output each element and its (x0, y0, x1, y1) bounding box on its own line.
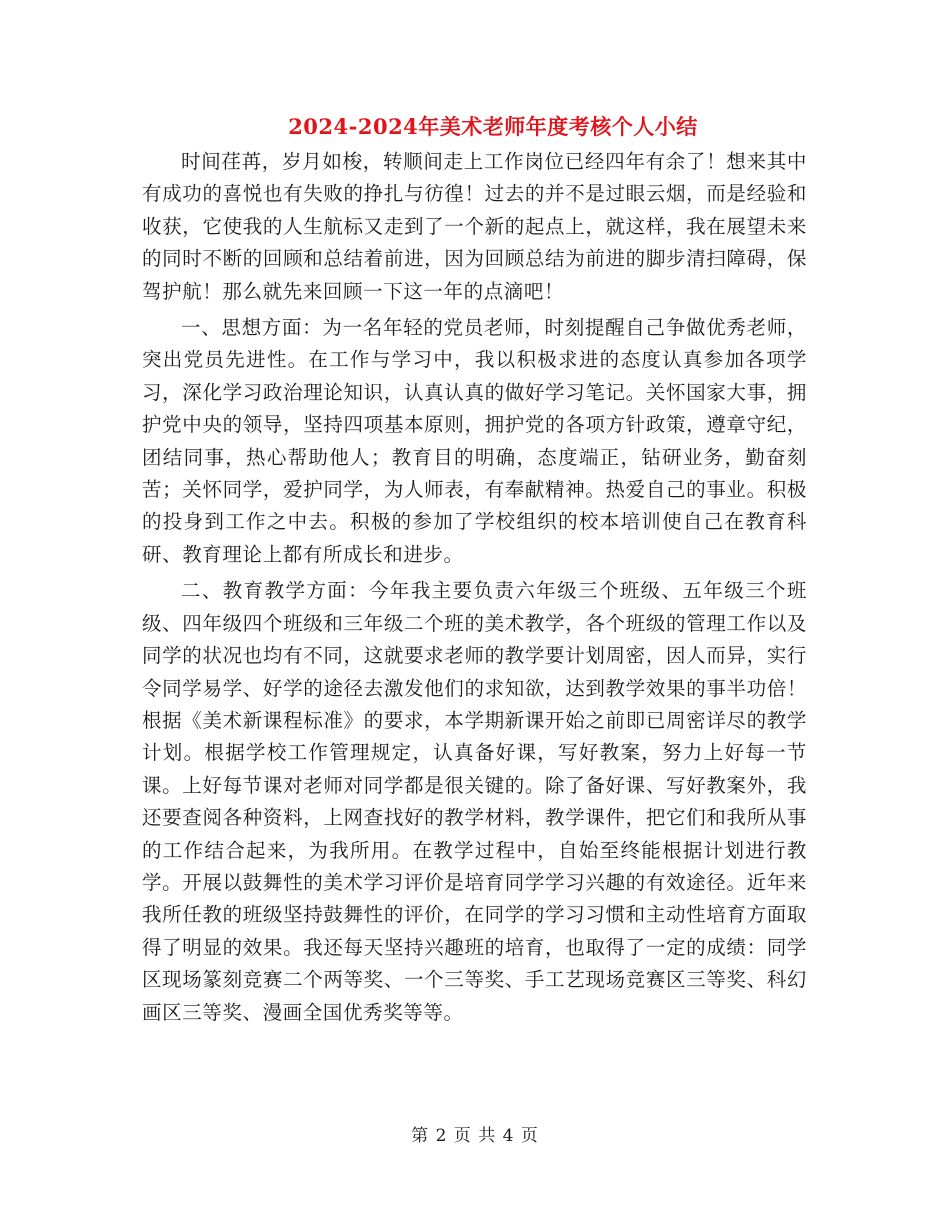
document-body (142, 146, 807, 1033)
paragraph-intro: 时间荏苒，岁月如梭，转顺间走上工作岗位已经四年有余了！想来其中有成功的喜悦也有失败的挣扎与彷徨！过去的并不是过眼云烟，而是经验和收获，它使我的人生航标又走到了一个新的起点上，就这样，我在展望未来的同时不断的回顾和总结着前进，因为回顾总结为前进的脚步清扫障碍，保驾护航！那么就先来回顾一下这一年的点滴吧！ (142, 150, 807, 303)
document-title: 2024-2024年美术老师年度考核个人小结 (288, 114, 698, 139)
paragraph-ideology: 一、思想方面：为一名年轻的党员老师，时刻提醒自己争做优秀老师，突出党员先进性。在工作与学习中，我以积极求进的态度认真参加各项学习，深化学习政治理论知识，认真认真的做好学习笔记。关怀国家大事，拥护党中央的领导，坚持四项基本原则，拥护党的各项方针政策，遵章守纪，团结同事，热心帮助他人；教育目的明确，态度端正，钻研业务，勤奋刻苦；关怀同学，爱护同学，为人师表，有奉献精神。热爱自己的事业。积极的投身到工作之中去。积极的参加了学校组织的校本培训使自己在教育科研、教育理论上都有所成长和进步。 (142, 316, 807, 566)
paragraph-teaching: 二、教育教学方面：今年我主要负责六年级三个班级、五年级三个班级、四年级四个班级和三年级二个班的美术教学，各个班级的管理工作以及同学的状况也均有不同，这就要求老师的教学要计划周密，因人而异，实行令同学易学、好学的途径去激发他们的求知欲，达到教学效果的事半功倍！根据《美术新课程标准》的要求，本学期新课开始之前即已周密详尽的教学计划。根据学校工作管理规定，认真备好课，写好教案，努力上好每一节课。上好每节课对老师对同学都是很关键的。除了备好课、写好教案外，我还要查阅各种资料，上网查找好的教学材料，教学课件，把它们和我所从事的工作结合起来，为我所用。在教学过程中，自始至终能根据计划进行教学。开展以鼓舞性的美术学习评价是培育同学学习兴趣的有效途径。近年来我所任教的班级坚持鼓舞性的评价，在同学的学习习惯和主动性培育方面取得了明显的效果。我还每天坚持兴趣班的培育，也取得了一定的成绩：同学区现场篆刻竞赛二个两等奖、一个三等奖、手工艺现场竞赛区三等奖、科幻画区三等奖、漫画全国优秀奖等等。 (142, 579, 807, 1024)
page-footer: 第 2 页 共 4 页 (411, 1126, 539, 1146)
